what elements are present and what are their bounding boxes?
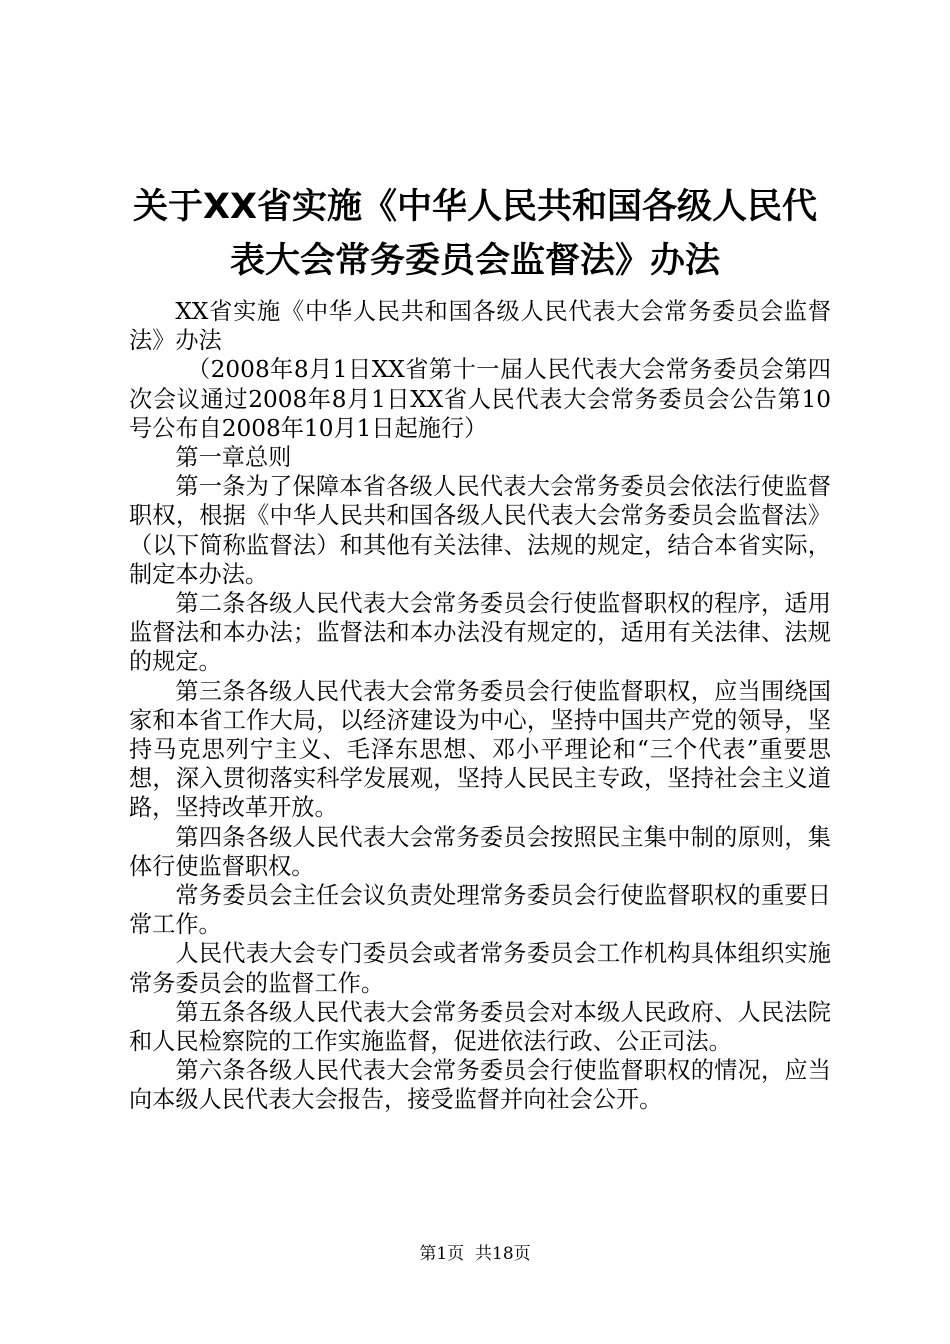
paragraph-subtitle: XX省实施《中华人民共和国各级人民代表大会常务委员会监督法》办法 <box>129 298 831 355</box>
title-line-1: 关于XX省实施《中华人民共和国各级人民代 <box>133 187 817 227</box>
article-4-clause-2: 常务委员会主任会议负责处理常务委员会行使监督职权的重要日常工作。 <box>129 882 831 939</box>
article-1: 第一条为了保障本省各级人民代表大会常务委员会依法行使监督职权，根据《中华人民共和国各级人民代表大会常务委员会监督法》（以下简称监督法）和其他有关法律、法规的规定，结合本省实际，制定本办法。 <box>129 473 831 588</box>
article-6: 第六条各级人民代表大会常务委员会行使监督职权的情况，应当向本级人民代表大会报告，接受监督并向社会公开。 <box>129 1057 831 1114</box>
article-2: 第二条各级人民代表大会常务委员会行使监督职权的程序，适用监督法和本办法；监督法和本办法没有规定的，适用有关法律、法规的规定。 <box>129 590 831 676</box>
title-line-2: 表大会常务委员会监督法》办法 <box>229 241 720 281</box>
page-total: 共18页 <box>475 1244 531 1264</box>
footer-spacer <box>464 1244 475 1264</box>
document-title <box>120 180 830 288</box>
paragraph-adoption-note: （2008年8月1日XX省第十一届人民代表大会常务委员会第四次会议通过2008年8月1日XX省人民代表大会常务委员会公告第10号公布自2008年10月1日起施行） <box>129 356 831 442</box>
article-4: 第四条各级人民代表大会常务委员会按照民主集中制的原则，集体行使监督职权。 <box>129 823 831 880</box>
page-number: 第1页 <box>419 1244 465 1264</box>
page-footer <box>0 1243 950 1265</box>
chapter-heading: 第一章总则 <box>175 444 292 472</box>
document-body <box>129 297 831 1115</box>
article-3: 第三条各级人民代表大会常务委员会行使监督职权，应当围绕国家和本省工作大局，以经济建设为中心，坚持中国共产党的领导，坚持马克思列宁主义、毛泽东思想、邓小平理论和“三个代表”重要思想，深入贯彻落实科学发展观，坚持人民民主专政，坚持社会主义道路，坚持改革开放。 <box>129 677 831 822</box>
article-5: 第五条各级人民代表大会常务委员会对本级人民政府、人民法院和人民检察院的工作实施监督，促进依法行政、公正司法。 <box>129 998 831 1056</box>
article-4-clause-3: 人民代表大会专门委员会或者常务委员会工作机构具体组织实施常务委员会的监督工作。 <box>129 940 831 997</box>
